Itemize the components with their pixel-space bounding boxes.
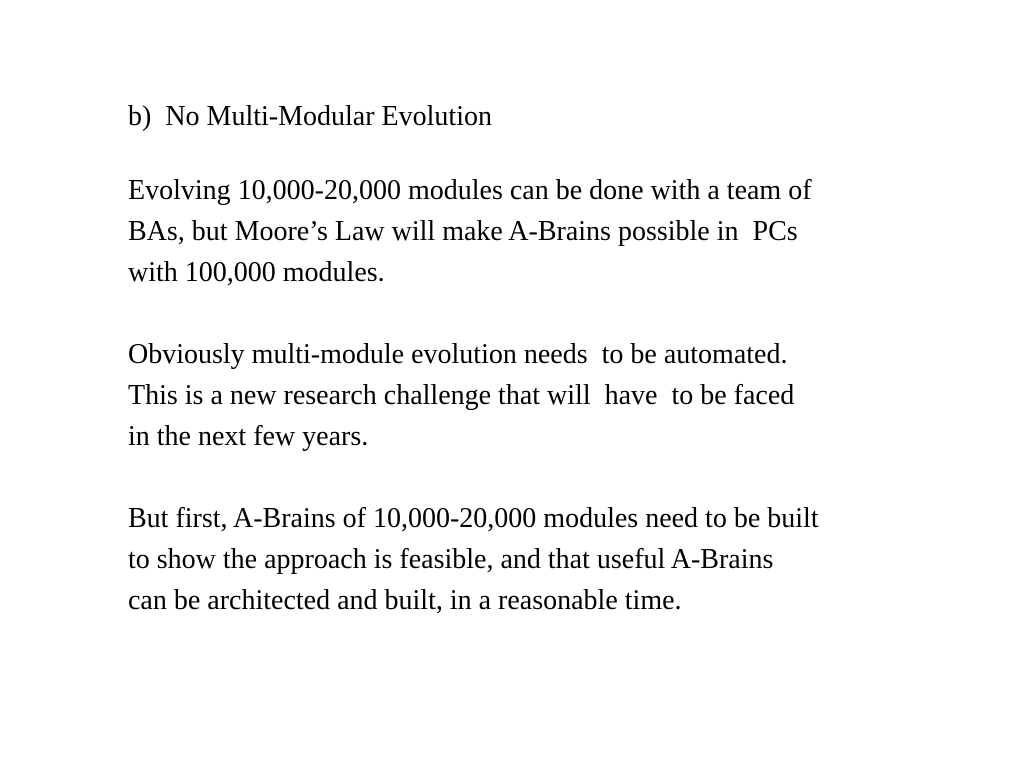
paragraph-line: Obviously multi-module evolution needs to be automated.: [128, 339, 788, 370]
paragraph-line: But first, A-Brains of 10,000-20,000 modules need to be built: [128, 503, 819, 534]
paragraph-build-first: [128, 498, 819, 621]
paragraph-line: with 100,000 modules.: [128, 257, 385, 288]
slide-heading: b) No Multi-Modular Evolution: [128, 101, 492, 132]
paragraph-line: This is a new research challenge that will have to be faced: [128, 380, 795, 411]
paragraph-automation-challenge: [128, 334, 794, 457]
paragraph-line: BAs, but Moore’s Law will make A-Brains possible in PCs: [128, 216, 798, 247]
paragraph-line: can be architected and built, in a reasonable time.: [128, 585, 682, 616]
paragraph-evolving-modules: [128, 170, 812, 293]
paragraph-line: Evolving 10,000-20,000 modules can be done with a team of: [128, 175, 812, 206]
paragraph-line: in the next few years.: [128, 421, 369, 452]
paragraph-line: to show the approach is feasible, and that useful A-Brains: [128, 544, 774, 575]
